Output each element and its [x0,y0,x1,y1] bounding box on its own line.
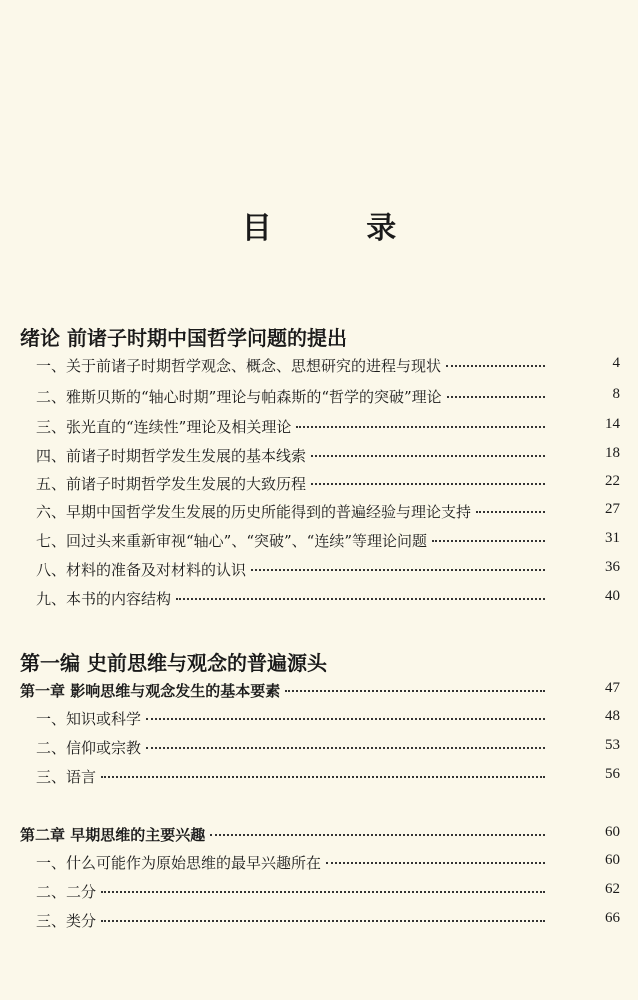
toc-entry[interactable]: 二、雅斯贝斯的“轴心时期”理论与帕森斯的“哲学的突破”理论 8 [36,386,620,406]
page-number: 36 [605,559,620,575]
page-number: 66 [605,910,620,926]
toc-entry[interactable]: 四、前诸子时期哲学发生发展的基本线索 18 [36,445,620,465]
toc-entry[interactable]: 二、信仰或宗教 53 [36,737,620,757]
toc-entry[interactable]: 三、语言 56 [36,766,620,786]
chapter-heading[interactable]: 第二章 早期思维的主要兴趣 60 [20,824,620,844]
dot-leader [101,776,545,778]
page-number: 56 [605,766,620,782]
page-number: 47 [605,680,620,696]
page-number: 60 [605,824,620,840]
dot-leader [285,690,545,692]
section-heading-introduction: 绪论 前诸子时期中国哲学问题的提出 [20,326,347,350]
dot-leader [446,365,545,367]
toc-entry[interactable]: 三、张光直的“连续性”理论及相关理论 14 [36,416,620,436]
toc-entry[interactable]: 二、二分 62 [36,881,620,901]
page-number: 53 [605,737,620,753]
dot-leader [476,511,545,513]
dot-leader [251,569,545,571]
page-number: 14 [605,416,620,432]
page-number: 40 [605,588,620,604]
page-number: 22 [605,473,620,489]
page-number: 62 [605,881,620,897]
dot-leader [146,718,545,720]
toc-entry[interactable]: 九、本书的内容结构 40 [36,588,620,608]
dot-leader [326,862,545,864]
section-heading-part-one: 第一编 史前思维与观念的普遍源头 [20,651,327,675]
page-number: 18 [605,445,620,461]
toc-entry[interactable]: 六、早期中国哲学发生发展的历史所能得到的普遍经验与理论支持 27 [36,501,620,521]
toc-entry[interactable]: 八、材料的准备及对材料的认识 36 [36,559,620,579]
toc-entry[interactable]: 七、回过头来重新审视“轴心”、“突破”、“连续”等理论问题 31 [36,530,620,550]
chapter-heading[interactable]: 第一章 影响思维与观念发生的基本要素 47 [20,680,620,700]
toc-entry[interactable]: 三、类分 66 [36,910,620,930]
dot-leader [176,598,545,600]
toc-entry[interactable]: 一、关于前诸子时期哲学观念、概念、思想研究的进程与现状 4 [36,355,620,375]
dot-leader [447,396,545,398]
dot-leader [101,891,545,893]
page-number: 31 [605,530,620,546]
dot-leader [432,540,545,542]
page-number: 27 [605,501,620,517]
dot-leader [210,834,545,836]
toc-entry[interactable]: 五、前诸子时期哲学发生发展的大致历程 22 [36,473,620,493]
dot-leader [311,483,545,485]
toc-entry[interactable]: 一、知识或科学 48 [36,708,620,728]
page-number: 8 [612,386,620,402]
page-number: 60 [605,852,620,868]
dot-leader [146,747,545,749]
page-title: 目 录 [241,211,439,246]
page-number: 4 [612,355,620,371]
toc-entry[interactable]: 一、什么可能作为原始思维的最早兴趣所在 60 [36,852,620,872]
dot-leader [101,920,545,922]
dot-leader [311,455,545,457]
page-number: 48 [605,708,620,724]
dot-leader [296,426,545,428]
